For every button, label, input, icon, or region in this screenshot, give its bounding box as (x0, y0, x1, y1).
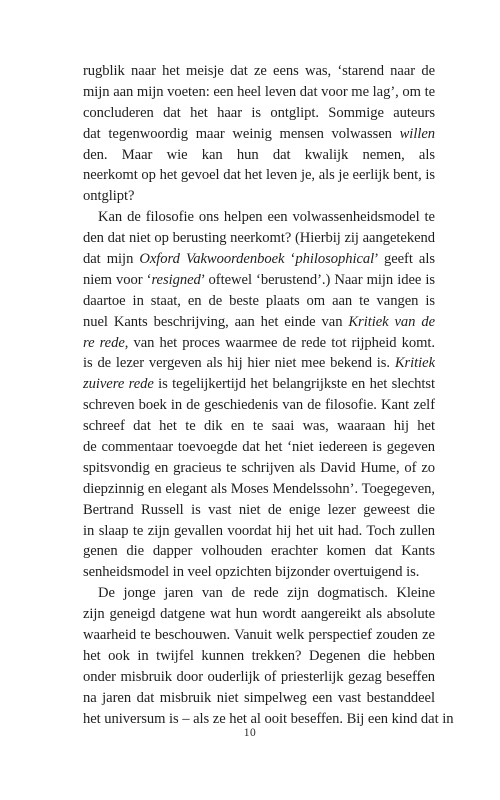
body-text (83, 61, 454, 730)
text-line (83, 186, 435, 207)
text-line (83, 270, 435, 291)
text-line (83, 458, 435, 479)
text-run: genen die dapper volhouden erachter komen dat Kants (83, 543, 435, 560)
italic-run: zuivere rede (83, 376, 154, 393)
text-line (83, 625, 435, 646)
paragraph (83, 61, 435, 207)
text-run: waarheid te beschouwen. Vanuit welk perspectief zouden ze (83, 627, 435, 644)
text-line (83, 333, 435, 354)
text-run: senheidsmodel in veel opzichten bijzonder overtuigend is. (83, 564, 420, 581)
text-run: is tegelijkertijd het belangrijkste en het slechtst (158, 376, 435, 393)
text-line (83, 583, 435, 604)
text-run: dat mijn (83, 251, 140, 268)
text-line (83, 312, 435, 333)
text-run: den dat niet op berusting neerkomt? (Hierbij zij aangetekend (83, 230, 435, 247)
text-line (83, 124, 435, 145)
text-line (83, 395, 435, 416)
text-line (83, 61, 435, 82)
italic-run: resigned (151, 271, 201, 288)
text-line (83, 416, 435, 437)
text-run: , van het proces waarmee de rede tot rijpheid komt. (124, 334, 435, 351)
text-line (83, 228, 435, 249)
text-run: daartoe in staat, en de beste plaats om aan te vangen is (83, 292, 435, 309)
text-run: ’ oftewel ‘berustend’.) Naar mijn idee is (200, 271, 435, 288)
text-run: den. Maar wie kan hun dat kwalijk nemen, als (83, 146, 435, 163)
text-line (83, 562, 435, 583)
italic-run: Kritiek (394, 355, 435, 372)
text-run: niem voor ‘ (83, 271, 152, 288)
text-line (83, 353, 435, 374)
italic-run: Kritiek van de (348, 313, 435, 330)
text-run: schreven boek in de geschiedenis van de filosofie. Kant zelf (83, 397, 435, 414)
text-line (83, 374, 435, 395)
text-run: neerkomt op het gevoel dat het leven je, als je eerlijk bent, is (83, 167, 435, 184)
text-run: ontglipt? (83, 188, 135, 205)
text-line (83, 541, 435, 562)
italic-run: willen (399, 125, 435, 142)
paragraph (83, 583, 454, 729)
italic-run: re rede (83, 334, 125, 351)
text-run: onder misbruik door ouderlijk of priesterlijk gezag beseffen (83, 668, 435, 685)
text-run: zijn geneigd datgene wat hun wordt aangereikt als absolute (83, 606, 435, 623)
text-line (83, 207, 435, 228)
text-line (83, 291, 435, 312)
text-run: het ook in twijfel kunnen trekken? Degenen die hebben (83, 647, 435, 664)
text-run: nuel Kants beschrijving, aan het einde van (83, 313, 349, 330)
italic-run: Oxford Vakwoordenboek (139, 251, 285, 268)
text-run: is de lezer vergeven als hij hier niet mee bekend is. (83, 355, 395, 372)
text-line (83, 646, 435, 667)
text-line (83, 103, 435, 124)
text-line (83, 145, 435, 166)
text-line (83, 479, 435, 500)
text-run: spitsvondig en gracieus te schrijven als David Hume, of zo (83, 459, 435, 476)
text-run: De jonge jaren van de rede zijn dogmatisch. Kleine (98, 585, 435, 602)
text-line (83, 500, 435, 521)
text-run: ’ geeft als (374, 251, 435, 268)
text-run: schreef dat het te dik en te saai was, waaraan hij het (83, 418, 435, 435)
text-line (83, 249, 435, 270)
text-run: dat tegenwoordig maar weinig mensen volwassen (83, 125, 400, 142)
text-run: Bertrand Russell is vast niet de enige lezer geweest die (83, 501, 435, 518)
text-line (83, 82, 435, 103)
text-line (83, 667, 435, 688)
text-line (83, 604, 435, 625)
italic-run: philosophical (295, 251, 375, 268)
text-line (83, 521, 435, 542)
text-run: het universum is – als ze het al ooit beseffen. Bij een kind dat in (83, 710, 454, 727)
text-run: rugblik naar het meisje dat ze eens was, ‘starend naar de (83, 63, 435, 79)
text-run: in slaap te zijn gevallen voordat hij het uit had. Toch zullen (83, 522, 435, 539)
text-run: ‘ (284, 251, 296, 268)
text-run: diepzinnig en elegant als Moses Mendelssohn’. Toegegeven, (83, 480, 435, 497)
text-run: mijn aan mijn voeten: een heel leven dat voor me lag’, om te (83, 83, 435, 100)
text-line (83, 165, 435, 186)
text-line (83, 688, 435, 709)
text-line (83, 437, 435, 458)
text-run: concluderen dat het haar is ontglipt. Sommige auteurs (83, 104, 435, 121)
text-run: na jaren dat misbruik niet simpelweg een vast bestanddeel (83, 689, 435, 706)
page-number: 10 (243, 727, 257, 739)
text-run: de commentaar toevoegde dat het ‘niet iedereen is gegeven (83, 439, 435, 456)
paragraph (83, 207, 435, 583)
text-run: Kan de filosofie ons helpen een volwassenheidsmodel te (98, 209, 435, 226)
